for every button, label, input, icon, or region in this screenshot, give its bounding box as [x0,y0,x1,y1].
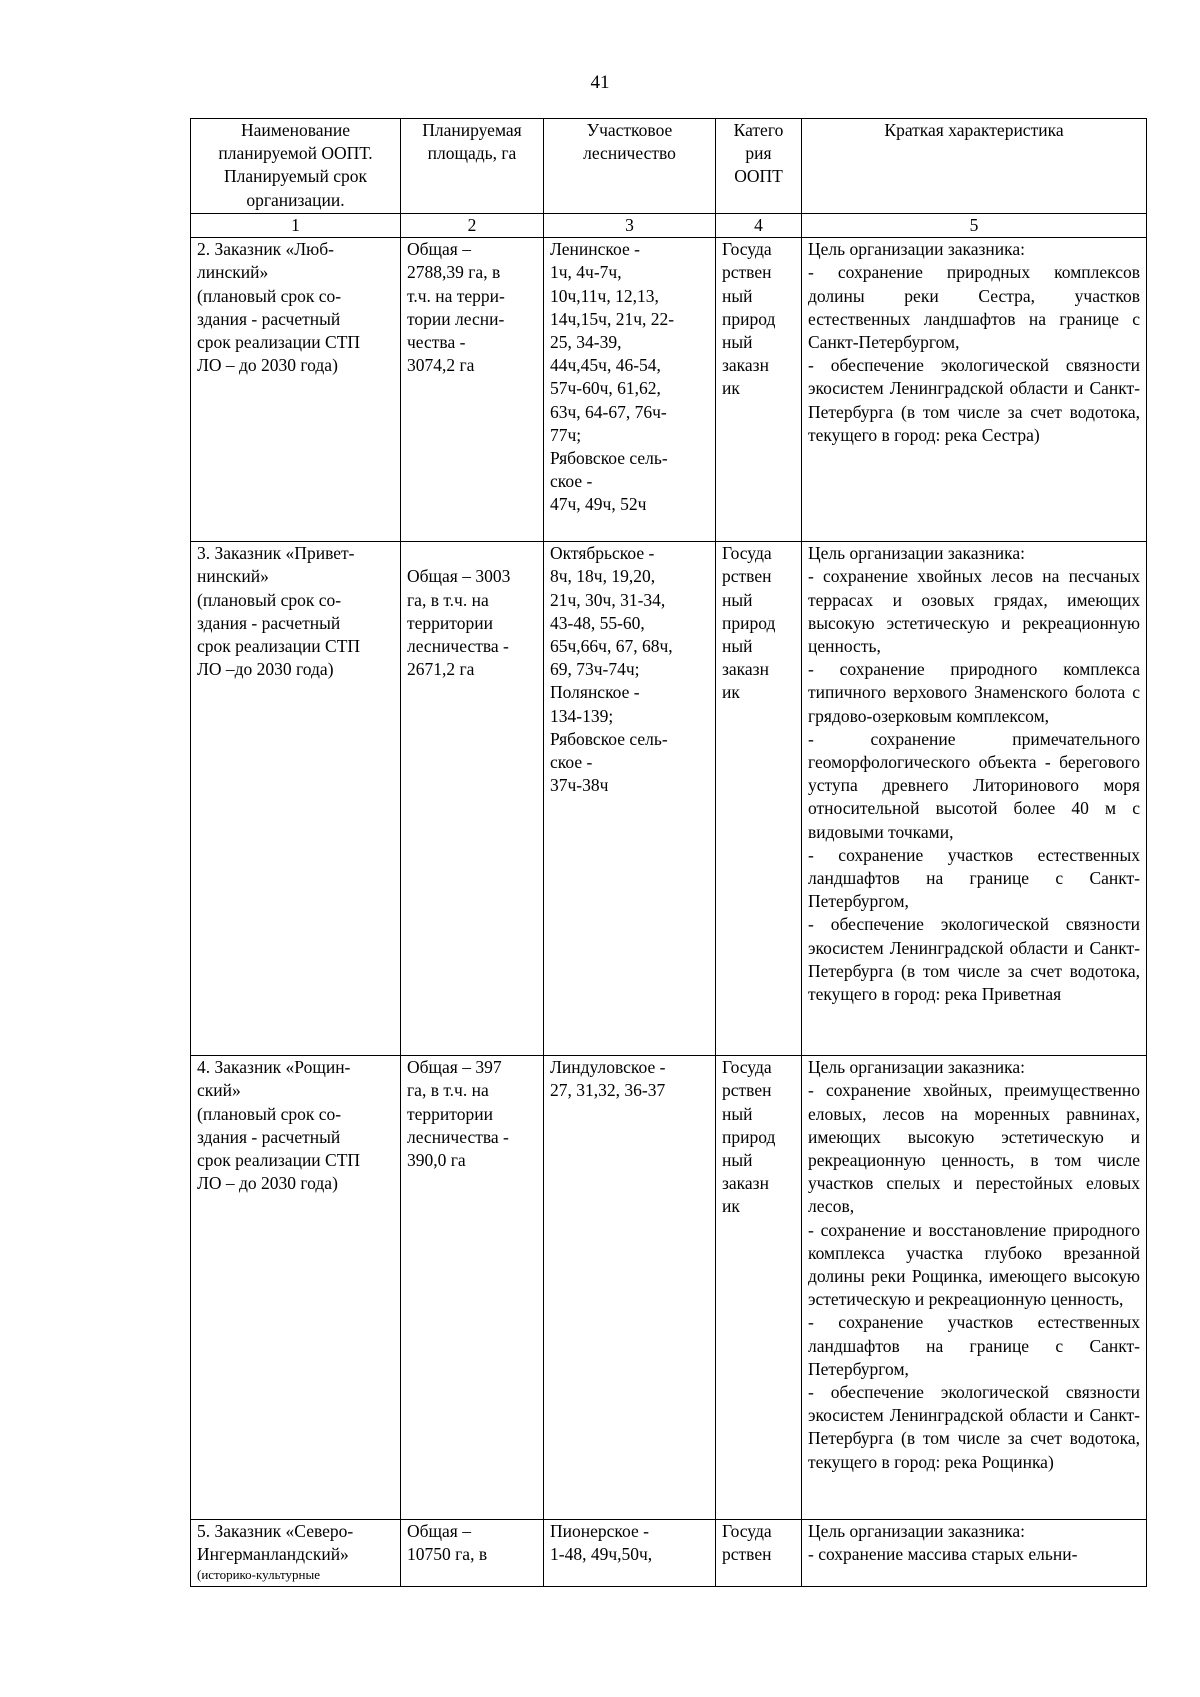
column-number: 3 [544,214,716,238]
reserve-name: 5. Заказник «Северо- Ингерманландский» [197,1521,354,1565]
reserve-forestry: Ленинское - 1ч, 4ч-7ч, 10ч,11ч, 12,13, 14ч,15ч, 21ч, 22- 25, 34-39, 44ч,45ч, 46-54, 57ч-60ч, 61,62, 63ч, 64-67, 76ч- 77ч; Рябовское сель- ское - 47ч, 49ч, 52ч [544,238,716,542]
table-header-row [191,119,1147,214]
reserve-forestry: Линдуловское - 27, 31,32, 36-37 [544,1056,716,1520]
header-forestry: Участковое лесничество [544,119,716,214]
column-number: 1 [191,214,401,238]
header-description: Краткая характеристика [802,119,1147,214]
reserve-area: Общая – 10750 га, в [401,1520,544,1587]
reserve-category: Госуда рствен ный природ ный заказн ик [716,1056,802,1520]
header-name: Наименование планируемой ООПТ. Планируемый срок организации. [191,119,401,214]
reserve-forestry: Пионерское - 1-48, 49ч,50ч, [544,1520,716,1587]
table-row [191,1056,1147,1520]
reserve-name: 2. Заказник «Люб- линский» (плановый срок со- здания - расчетный срок реализации СТП ЛО – до 2030 года) [191,238,401,542]
reserve-forestry: Октябрьское - 8ч, 18ч, 19,20, 21ч, 30ч, 31-34, 43-48, 55-60, 65ч,66ч, 67, 68ч, 69, 73ч-74ч; Полянское - 134-139; Рябовское сель- ское - 37ч-38ч [544,542,716,1056]
reserve-description: Цель организации заказника: - сохранение хвойных лесов на песчаных террасах и озовых грядах, имеющих высокую эстетическую и рекреационную ценность, - сохранение природного комплекса типичного верхового Знаменского болота с грядово-озерковым комплексом, - сохранение примечательного геоморфологического объекта - берегового уступа древнего Литоринового моря относительной высотой более 40 м с видовыми точками, - сохранение участков естественных ландшафтов на границе с Санкт-Петербургом, - обеспечение экологической связности экосистем Ленинградской области и Санкт-Петербурга (в том числе за счет водотока, текущего в город: река Приветная [802,542,1147,1056]
reserve-description: Цель организации заказника: - сохранение природных комплексов долины реки Сестра, участков естественных ландшафтов на границе с Санкт-Петербургом, - обеспечение экологической связности экосистем Ленинградской области и Санкт-Петербурга (в том числе за счет водотока, текущего в город: река Сестра) [802,238,1147,542]
reserve-description: Цель организации заказника: - сохранение массива старых ельни- [802,1520,1147,1587]
column-number-row [191,214,1147,238]
reserve-area: Общая – 2788,39 га, в т.ч. на терри- тории лесни- чества - 3074,2 га [401,238,544,542]
reserve-area: Общая – 3003 га, в т.ч. на территории лесничества - 2671,2 га [401,542,544,1056]
column-number: 4 [716,214,802,238]
reserve-area: Общая – 397 га, в т.ч. на территории лесничества - 390,0 га [401,1056,544,1520]
header-category: Катего рия ООПТ [716,119,802,214]
reserve-name: 3. Заказник «Привет- нинский» (плановый срок со- здания - расчетный срок реализации СТП ЛО –до 2030 года) [191,542,401,1056]
reserve-category: Госуда рствен [716,1520,802,1587]
reserve-category: Госуда рствен ный природ ный заказн ик [716,238,802,542]
protected-areas-table [190,118,1147,1587]
page-number: 41 [590,72,610,93]
column-number: 5 [802,214,1147,238]
table-row [191,238,1147,542]
column-number: 2 [401,214,544,238]
reserve-name: 4. Заказник «Рощин- ский» (плановый срок со- здания - расчетный срок реализации СТП ЛО – до 2030 года) [191,1056,401,1520]
reserve-name-note: (историко-культурные [197,1566,320,1582]
table-row [191,1520,1147,1587]
reserve-description: Цель организации заказника: - сохранение хвойных, преимущественно еловых, лесов на моренных равнинах, имеющих высокую эстетическую и рекреационную ценность, в том числе участков спелых и перестойных еловых лесов, - сохранение и восстановление природного комплекса участка глубоко врезанной долины реки Рощинка, имеющего высокую эстетическую и рекреационную ценность, - сохранение участков естественных ландшафтов на границе с Санкт-Петербургом, - обеспечение экологической связности экосистем Ленинградской области и Санкт-Петербурга (в том числе за счет водотока, текущего в город: река Рощинка) [802,1056,1147,1520]
table-row [191,542,1147,1056]
reserve-category: Госуда рствен ный природ ный заказн ик [716,542,802,1056]
header-area: Планируемая площадь, га [401,119,544,214]
reserve-name-cell [191,1520,401,1587]
